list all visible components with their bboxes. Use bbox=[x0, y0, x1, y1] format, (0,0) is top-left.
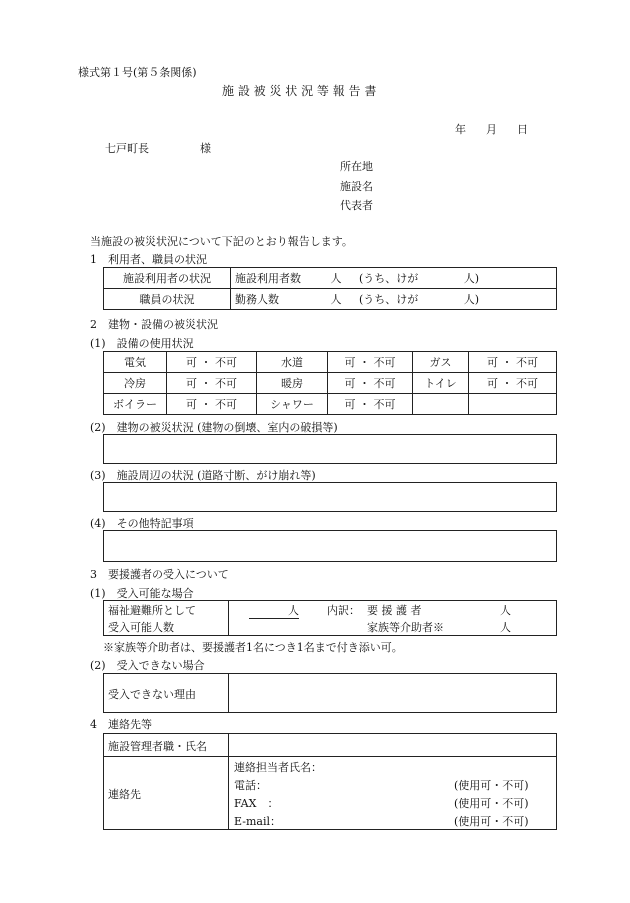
reason-divider bbox=[228, 674, 229, 712]
surroundings-field[interactable] bbox=[103, 482, 557, 512]
breakdown-caregivers: 家族等介助者※ bbox=[367, 621, 444, 634]
reason-box bbox=[103, 673, 557, 713]
contact-box bbox=[103, 733, 557, 830]
equipment-status bbox=[469, 394, 557, 415]
capacity-unit: 人 bbox=[249, 602, 299, 619]
date-day: 日 bbox=[517, 123, 528, 136]
equipment-name: トイレ bbox=[413, 373, 469, 394]
equipment-status: 可 ・ 不可 bbox=[328, 394, 413, 415]
equipment-status: 可 ・ 不可 bbox=[328, 352, 413, 373]
section1-table bbox=[103, 267, 557, 310]
date-year: 年 bbox=[455, 123, 466, 136]
breakdown-caregivers-unit: 人 bbox=[500, 621, 511, 634]
email-label: E-mail： bbox=[234, 815, 281, 828]
section2-sub1: (1) 設備の使用状況 bbox=[90, 337, 194, 350]
caregiver-footnote: ※家族等介助者は、要援護者1名につき1名まで付き添い可。 bbox=[103, 641, 403, 654]
date-month: 月 bbox=[486, 123, 497, 136]
staff-label: 職員の状況 bbox=[104, 289, 231, 310]
equipment-status: 可 ・ 不可 bbox=[167, 373, 257, 394]
equipment-status: 可 ・ 不可 bbox=[469, 373, 557, 394]
fax-label: FAX ： bbox=[234, 797, 279, 810]
users-note: (うち、けが bbox=[359, 272, 419, 285]
equipment-name: ボイラー bbox=[104, 394, 167, 415]
reason-field[interactable] bbox=[230, 674, 556, 712]
table-row bbox=[104, 373, 557, 394]
intro-text: 当施設の被災状況について下記のとおり報告します。 bbox=[90, 235, 353, 248]
section1-heading: 1 利用者、職員の状況 bbox=[90, 253, 207, 266]
section3-sub2: (2) 受入できない場合 bbox=[90, 659, 205, 672]
phone-availability: (使用可・不可) bbox=[454, 779, 529, 792]
manager-label: 施設管理者職・氏名 bbox=[108, 740, 207, 753]
contact-divider-v bbox=[228, 734, 229, 829]
contact-label: 連絡先 bbox=[108, 788, 141, 801]
equipment-status: 可 ・ 不可 bbox=[167, 394, 257, 415]
section3-sub1: (1) 受入可能な場合 bbox=[90, 587, 194, 600]
manager-field[interactable] bbox=[230, 734, 556, 756]
users-note-unit: 人) bbox=[463, 272, 480, 285]
other-notes-field[interactable] bbox=[103, 530, 557, 562]
capacity-box bbox=[103, 600, 557, 636]
table-row bbox=[104, 352, 557, 373]
sender-representative-label: 代表者 bbox=[340, 199, 373, 212]
section3-heading: 3 要援護者の受入について bbox=[90, 568, 229, 581]
staff-item: 勤務人数 bbox=[235, 293, 279, 306]
staff-note: (うち、けが bbox=[359, 293, 419, 306]
section4-heading: 4 連絡先等 bbox=[90, 718, 152, 731]
table-row bbox=[104, 289, 557, 310]
email-availability: (使用可・不可) bbox=[454, 815, 529, 828]
addressee-name: 七戸町長 bbox=[105, 142, 149, 155]
section2-sub2: (2) 建物の被災状況 (建物の倒壊、室内の破損等) bbox=[90, 421, 338, 434]
capacity-label-1: 福祉避難所として bbox=[108, 604, 196, 617]
sender-facility-label: 施設名 bbox=[340, 180, 373, 193]
capacity-value[interactable] bbox=[249, 602, 299, 619]
table-row bbox=[104, 268, 557, 289]
sender-address-label: 所在地 bbox=[340, 160, 373, 173]
equipment-name: 電気 bbox=[104, 352, 167, 373]
equipment-status: 可 ・ 不可 bbox=[469, 352, 557, 373]
breakdown-supported-unit: 人 bbox=[500, 604, 511, 617]
document-title: 施 設 被 災 状 況 等 報 告 書 bbox=[222, 84, 377, 98]
contact-person-label: 連絡担当者氏名： bbox=[234, 761, 322, 774]
equipment-name: 冷房 bbox=[104, 373, 167, 394]
table-row bbox=[104, 394, 557, 415]
breakdown-supported: 要 援 護 者 bbox=[367, 604, 422, 617]
breakdown-label: 内訳： bbox=[327, 604, 360, 617]
contact-divider-h bbox=[104, 756, 556, 757]
addressee-honorific: 様 bbox=[200, 142, 211, 155]
equipment-name: ガス bbox=[413, 352, 469, 373]
users-label: 施設利用者の状況 bbox=[104, 268, 231, 289]
reason-label: 受入できない理由 bbox=[108, 688, 196, 701]
section2-sub4: (4) その他特記事項 bbox=[90, 517, 194, 530]
section2-sub3: (3) 施設周辺の状況 (道路寸断、がけ崩れ等) bbox=[90, 469, 316, 482]
staff-note-unit: 人) bbox=[463, 293, 480, 306]
capacity-label-2: 受入可能人数 bbox=[108, 621, 174, 634]
staff-cell bbox=[231, 289, 557, 310]
equipment-status: 可 ・ 不可 bbox=[328, 373, 413, 394]
users-cell bbox=[231, 268, 557, 289]
building-damage-field[interactable] bbox=[103, 434, 557, 464]
equipment-name: シャワー bbox=[257, 394, 328, 415]
users-unit: 人 bbox=[330, 272, 342, 285]
users-item: 施設利用者数 bbox=[235, 272, 301, 285]
fax-availability: (使用可・不可) bbox=[454, 797, 529, 810]
equipment-table bbox=[103, 351, 557, 415]
form-number: 様式第１号(第５条関係) bbox=[78, 66, 197, 79]
section2-heading: 2 建物・設備の被災状況 bbox=[90, 318, 218, 331]
equipment-name: 水道 bbox=[257, 352, 328, 373]
equipment-status: 可 ・ 不可 bbox=[167, 352, 257, 373]
equipment-name: 暖房 bbox=[257, 373, 328, 394]
capacity-divider bbox=[228, 601, 229, 635]
equipment-name bbox=[413, 394, 469, 415]
phone-label: 電話： bbox=[234, 779, 267, 792]
staff-unit: 人 bbox=[330, 293, 342, 306]
